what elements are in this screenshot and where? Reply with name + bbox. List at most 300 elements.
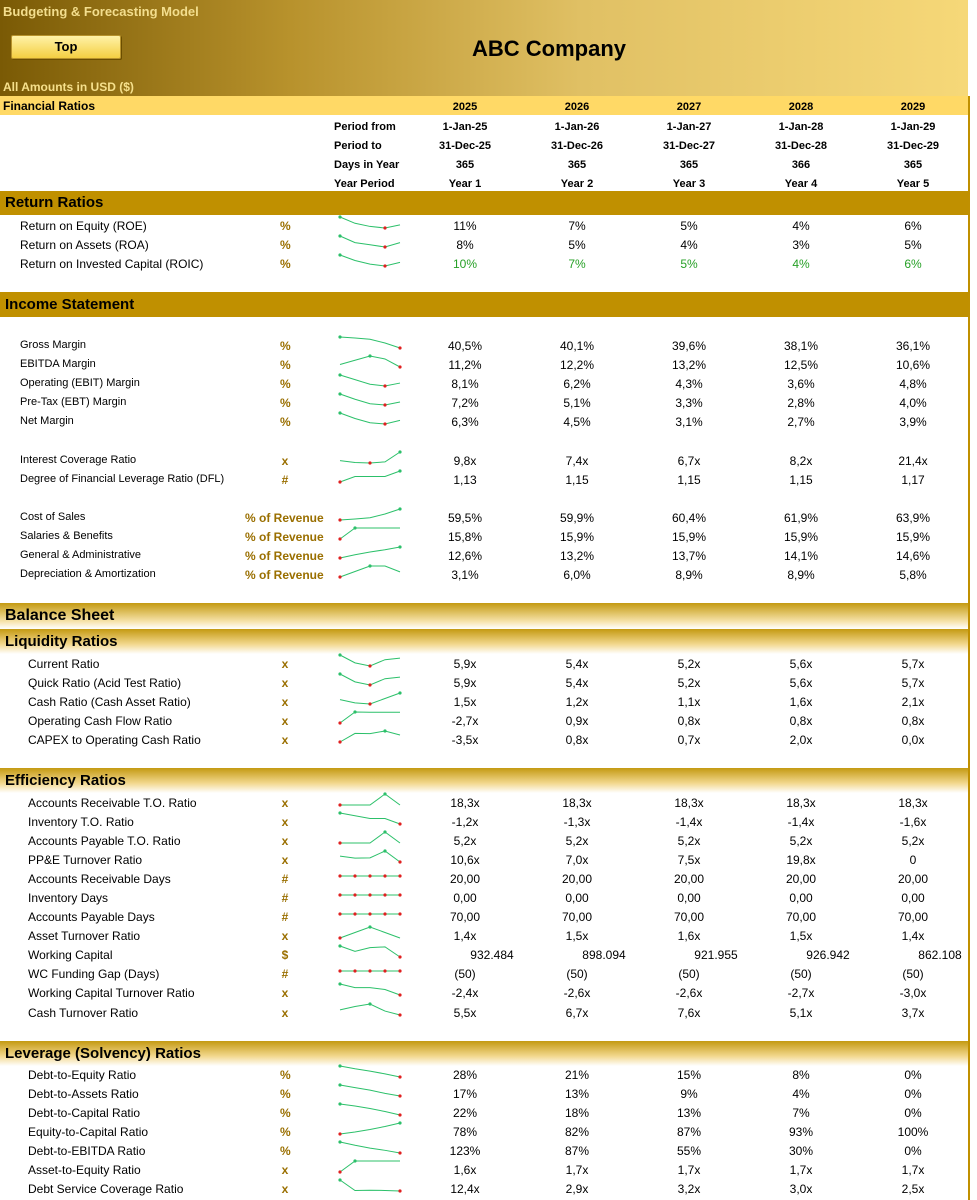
unit-label: % of Revenue [245,511,324,525]
sparkline-path [340,1104,400,1115]
sparkline-marker [338,1170,341,1173]
sparkline-marker [368,912,371,915]
ratio-value: 20,00 [785,872,817,886]
unit-label: % [280,1144,291,1158]
ratio-value: 15,9% [559,530,595,544]
sparkline-path [340,1123,400,1134]
sparkline-marker [338,893,341,896]
ratio-value: 7% [568,219,586,233]
ratio-value: 2,5x [901,1182,925,1196]
unit-label: x [281,986,289,1000]
unit-label: % [280,257,291,271]
sparkline-marker [398,545,401,548]
ratio-value: 5,2x [677,834,701,848]
sparkline-marker [368,664,371,667]
ratio-value: 87% [564,1144,590,1158]
sparkline [340,216,400,230]
ratio-value: 1,6x [677,929,701,943]
ratio-value: -1,6x [899,815,927,829]
sparkline [340,1084,400,1098]
ratio-value: 5,9x [453,676,477,690]
ratio-label: Working Capital Turnover Ratio [28,986,195,1000]
sparkline-marker [383,874,386,877]
ratio-label: Gross Margin [20,339,87,351]
ratio-value: 1,1x [677,695,701,709]
sparkline-path [340,337,400,348]
ratio-value: 3,6% [787,377,815,391]
ratio-value: 8% [456,238,474,252]
ratio-label: Asset Turnover Ratio [28,929,141,943]
sparkline-marker [338,1064,341,1067]
sparkline-marker [338,936,341,939]
unit-label: x [281,695,289,709]
ratio-value: 14,6% [895,549,931,563]
ratio-value: 1,15 [565,473,589,487]
ratio-value: 2,1x [901,695,925,709]
sparkline [340,673,400,687]
period-to-cell: 31-Dec-27 [663,140,715,152]
sparkline-path [340,851,400,862]
sparkline-path [340,1161,400,1172]
ratio-value: -2,7x [451,714,479,728]
sparkline-marker [383,226,386,229]
sparkline-marker [368,354,371,357]
sparkline-marker [368,683,371,686]
unit-label: % [280,219,291,233]
ratio-value: -2,6x [563,986,591,1000]
sparkline-marker [353,874,356,877]
sparkline-path [340,547,400,558]
ratio-label: Return on Equity (ROE) [20,219,147,233]
ratio-value: 14,1% [783,549,819,563]
ratio-value: 18% [564,1106,590,1120]
ratio-label: Accounts Receivable Days [28,872,171,886]
sparkline-marker [338,653,341,656]
ratio-value: 21% [564,1068,590,1082]
sparkline [340,730,400,744]
ratio-value: 5,6x [789,676,813,690]
sparkline-marker [338,1178,341,1181]
ratio-value: 5% [568,238,586,252]
financial-ratios-label: Financial Ratios [3,99,96,113]
ratio-value: 0% [904,1068,922,1082]
sparkline [340,983,400,997]
period-from-cell: 1-Jan-28 [778,121,824,133]
ratio-value: 1,4x [901,929,925,943]
ratio-value: 5,4x [565,657,589,671]
sparkline-marker [338,253,341,256]
sparkline [340,355,400,369]
ratio-value: 5,8% [899,568,927,582]
sparkline-marker [398,1189,401,1192]
ratio-value: 2,0x [789,733,813,747]
ratio-label: Accounts Payable Days [28,910,155,924]
ratio-value: 93% [788,1125,814,1139]
ratio-value: 5,6x [789,657,813,671]
sparkline-path [340,509,400,520]
ratio-value: 15,9% [671,530,707,544]
sparkline-marker [368,874,371,877]
period-to-cell: 31-Dec-26 [551,140,603,152]
sparkline-marker [398,1013,401,1016]
sparkline-marker [398,365,401,368]
year-period-cell: Year 4 [784,178,818,190]
sparkline [340,254,400,268]
unit-label: # [281,473,289,487]
ratio-value: 0% [904,1106,922,1120]
ratio-value: 5,2x [453,834,477,848]
sparkline-path [340,528,400,539]
ratio-value: 36,1% [895,339,931,353]
sparkline-marker [398,874,401,877]
sparkline-path [340,1085,400,1096]
ratio-value: 0% [904,1144,922,1158]
ratio-value: 6,7x [677,454,701,468]
sparkline-marker [398,893,401,896]
ratio-value: 39,6% [671,339,707,353]
ratio-value: 1,7x [901,1163,925,1177]
sparkline [340,692,400,706]
sparkline-path [340,394,400,405]
sparkline [340,907,400,921]
ratio-value: 1,17 [901,473,925,487]
sparkline-path [340,731,400,742]
sparkline [340,1065,400,1079]
ratio-value: 7,5x [677,853,701,867]
sparkline-marker [338,537,341,540]
ratio-value: 2,8% [787,396,815,410]
ratio-value: 3,0x [789,1182,813,1196]
sparkline-marker [398,822,401,825]
ratio-value: 70,00 [561,910,593,924]
sparkline [340,1179,400,1193]
sparkline-marker [338,841,341,844]
ratio-value: 4,3% [675,377,703,391]
ratio-label: Accounts Receivable T.O. Ratio [28,796,197,810]
sparkline [340,850,400,864]
sparkline-marker [383,403,386,406]
ratio-value: 1,6x [453,1163,477,1177]
ratio-value: 0,8x [677,714,701,728]
unit-label: % of Revenue [245,530,324,544]
ratio-value: 6% [904,219,922,233]
sparkline [340,1003,400,1017]
ratio-value: 22% [452,1106,478,1120]
company-name: ABC Company [471,36,626,61]
ratio-value: 7% [792,1106,810,1120]
unit-label: # [281,967,289,981]
ratio-value: 17% [452,1087,478,1101]
ratio-value: 70,00 [449,910,481,924]
ratio-label: Accounts Payable T.O. Ratio [28,834,181,848]
sparkline-marker [383,912,386,915]
ratio-value: -3,5x [451,733,479,747]
ratio-value: 7,4x [565,454,589,468]
section-header: Income Statement [0,292,968,317]
sparkline-marker [338,1132,341,1135]
days-in-year-cell: 365 [567,159,587,171]
ratio-value: 4,0% [899,396,927,410]
sparkline-marker [398,1094,401,1097]
ratio-value: 40,5% [447,339,483,353]
ratio-value: 59,5% [447,511,483,525]
ratio-value: 18,3x [898,796,928,810]
sparkline-path [340,255,400,266]
top-button[interactable]: Top [11,35,121,59]
ratio-label: Current Ratio [28,657,100,671]
right-border [968,96,970,1200]
ratio-value: 2,7% [787,415,815,429]
ratio-value: 4% [792,219,810,233]
ratio-value: 82% [564,1125,590,1139]
sparkline [340,470,400,484]
ratio-label: Debt-to-Capital Ratio [28,1106,141,1120]
sparkline-marker [338,556,341,559]
period-from-cell: 1-Jan-27 [666,121,712,133]
sparkline-path [340,356,400,367]
ratio-value: -2,4x [451,986,479,1000]
ratio-value: 15,8% [447,530,483,544]
ratio-value: 5% [904,238,922,252]
sparkline [340,812,400,826]
sparkline [340,508,400,522]
ratio-value: -1,2x [451,815,479,829]
sparkline-marker [338,982,341,985]
period-from-cell: 1-Jan-29 [890,121,936,133]
sparkline [340,926,400,940]
ratio-value: 5,7x [901,657,925,671]
ratio-value: 1,13 [453,473,477,487]
ratio-label: Debt-to-Assets Ratio [28,1087,139,1101]
ratio-value: 18,3x [450,796,480,810]
sparkline [340,451,400,465]
sparkline [340,565,400,579]
ratio-value: 1,4x [453,929,477,943]
ratio-value: 2,9x [565,1182,589,1196]
period-to-label: Period to [334,140,382,152]
ratio-value: 6,2% [563,377,591,391]
sparkline [340,1103,400,1117]
ratio-value: -1,3x [563,815,591,829]
sparkline-path [340,693,400,704]
sparkline-path [340,927,400,938]
ratio-value: 11,2% [448,358,482,372]
unit-label: % [280,1106,291,1120]
ratio-label: WC Funding Gap (Days) [28,967,160,981]
ratio-value: 0,8x [565,733,589,747]
ratio-label: Asset-to-Equity Ratio [28,1163,141,1177]
ratio-value: 0,9x [565,714,589,728]
ratio-value: 898.094 [582,948,626,962]
ratio-label: Operating Cash Flow Ratio [28,714,173,728]
sparkline-marker [383,245,386,248]
sparkline-marker [338,721,341,724]
sparkline-marker [398,955,401,958]
sparkline-marker [398,1121,401,1124]
sparkline [340,393,400,407]
sparkline-marker [338,1102,341,1105]
unit-label: x [281,657,289,671]
ratio-label: Equity-to-Capital Ratio [28,1125,149,1139]
ratio-value: 3,9% [899,415,927,429]
ratio-value: 20,00 [897,872,929,886]
unit-label: x [281,929,289,943]
sparkline-marker [338,1140,341,1143]
ratio-value: 5,2x [789,834,813,848]
ratio-value: 15,9% [895,530,931,544]
sparkline-marker [398,993,401,996]
ratio-value: 4% [792,257,810,271]
year-header: 2028 [788,101,814,113]
ratio-value: 3% [792,238,810,252]
ratio-value: 19,8x [786,853,816,867]
sparkline-marker [398,346,401,349]
sparkline [340,869,400,883]
sparkline-marker [368,893,371,896]
unit-label: x [281,733,289,747]
unit-label: x [281,1163,289,1177]
sparkline-marker [398,1075,401,1078]
sparkline-marker [398,691,401,694]
ratio-value: 1,5x [789,929,813,943]
ratio-value: (50) [566,967,588,981]
sparkline-marker [368,925,371,928]
ratio-value: -2,7x [787,986,815,1000]
section-header: Efficiency Ratios [0,768,968,793]
year-period-cell: Year 3 [672,178,706,190]
ratio-value: 10,6% [895,358,931,372]
ratio-label: Net Margin [20,415,74,427]
unit-label: x [281,834,289,848]
ratio-value: 8,1% [451,377,479,391]
ratio-label: Debt-to-Equity Ratio [28,1068,137,1082]
ratio-value: 59,9% [559,511,595,525]
ratio-value: 87% [676,1125,702,1139]
days-in-year-cell: 366 [791,159,811,171]
ratio-value: 9,8x [453,454,477,468]
ratio-value: 12,6% [447,549,483,563]
sparkline [340,1160,400,1174]
ratio-value: 18,3x [562,796,592,810]
ratio-label: Inventory T.O. Ratio [28,815,134,829]
ratio-value: 15% [676,1068,702,1082]
ratio-value: -1,4x [787,815,815,829]
unit-label: % of Revenue [245,568,324,582]
ratio-value: 61,9% [783,511,819,525]
sparkline [340,888,400,902]
ratio-value: 8,9% [675,568,703,582]
ratio-value: 1,7x [789,1163,813,1177]
ratio-value: 11% [453,219,477,233]
sparkline-marker [353,710,356,713]
ratio-value: 9% [680,1087,698,1101]
unit-label: # [281,891,289,905]
sparkline-path [340,984,400,995]
ratio-label: Working Capital [28,948,113,962]
period-from-cell: 1-Jan-25 [442,121,488,133]
sparkline-marker [338,672,341,675]
period-to-cell: 31-Dec-25 [439,140,491,152]
sparkline [340,711,400,725]
ratio-value: 3,3% [675,396,703,410]
sparkline-marker [398,912,401,915]
sparkline-marker [338,740,341,743]
year-period-cell: Year 5 [896,178,930,190]
sparkline [340,412,400,426]
unit-label: x [281,714,289,728]
sparkline-path [340,1180,400,1191]
sparkline-path [340,1142,400,1153]
sparkline-path [340,813,400,824]
ratio-value: 1,6x [789,695,813,709]
ratio-value: -2,6x [675,986,703,1000]
ratio-value: 926.942 [806,948,850,962]
ratio-value: 13% [564,1087,590,1101]
ratio-value: 6,3% [451,415,479,429]
unit-label: % [280,1125,291,1139]
ratio-value: 3,7x [901,1006,925,1020]
sparkline-path [340,471,400,482]
sparkline-marker [398,1113,401,1116]
sparkline-marker [368,461,371,464]
ratio-value: 4,8% [899,377,927,391]
ratio-value: 6,7x [565,1006,589,1020]
ratio-label: Cash Turnover Ratio [28,1006,139,1020]
ratio-value: 100% [897,1125,929,1139]
ratio-value: 5,1% [563,396,591,410]
sparkline [340,235,400,249]
sparkline [340,1141,400,1155]
ratio-value: 40,1% [559,339,595,353]
ratio-value: 3,1% [675,415,703,429]
ratio-value: 0,8x [789,714,813,728]
unit-label: x [281,1182,289,1196]
sparkline [340,374,400,388]
sparkline-marker [338,969,341,972]
sparkline-marker [383,849,386,852]
ratio-value: 10,6x [450,853,480,867]
model-title: Budgeting & Forecasting Model [3,4,199,19]
ratio-value: 70,00 [785,910,817,924]
sparkline-marker [368,969,371,972]
ratio-label: Cost of Sales [20,511,86,523]
sparkline-marker [398,1151,401,1154]
ratio-value: 70,00 [673,910,705,924]
ratio-value: 21,4x [898,454,928,468]
sparkline-marker [338,480,341,483]
ratio-label: Debt Service Coverage Ratio [28,1182,184,1196]
sparkline-marker [338,1083,341,1086]
unit-label: % [280,415,291,429]
ratio-value: 10% [452,257,478,271]
sparkline-marker [338,234,341,237]
sparkline-marker [398,860,401,863]
sparkline [340,336,400,350]
sparkline [340,831,400,845]
ratio-value: 0 [909,853,917,867]
period-to-cell: 31-Dec-28 [775,140,827,152]
ratio-value: 20,00 [449,872,481,886]
year-header: 2029 [900,101,926,113]
sparkline-marker [368,1002,371,1005]
sparkline-marker [338,575,341,578]
sparkline-path [340,674,400,685]
sparkline-marker [383,969,386,972]
sparkline-marker [338,392,341,395]
ratio-value: 5,2x [901,834,925,848]
ratio-label: Pre-Tax (EBT) Margin [20,396,127,408]
ratio-value: 1,5x [565,929,589,943]
